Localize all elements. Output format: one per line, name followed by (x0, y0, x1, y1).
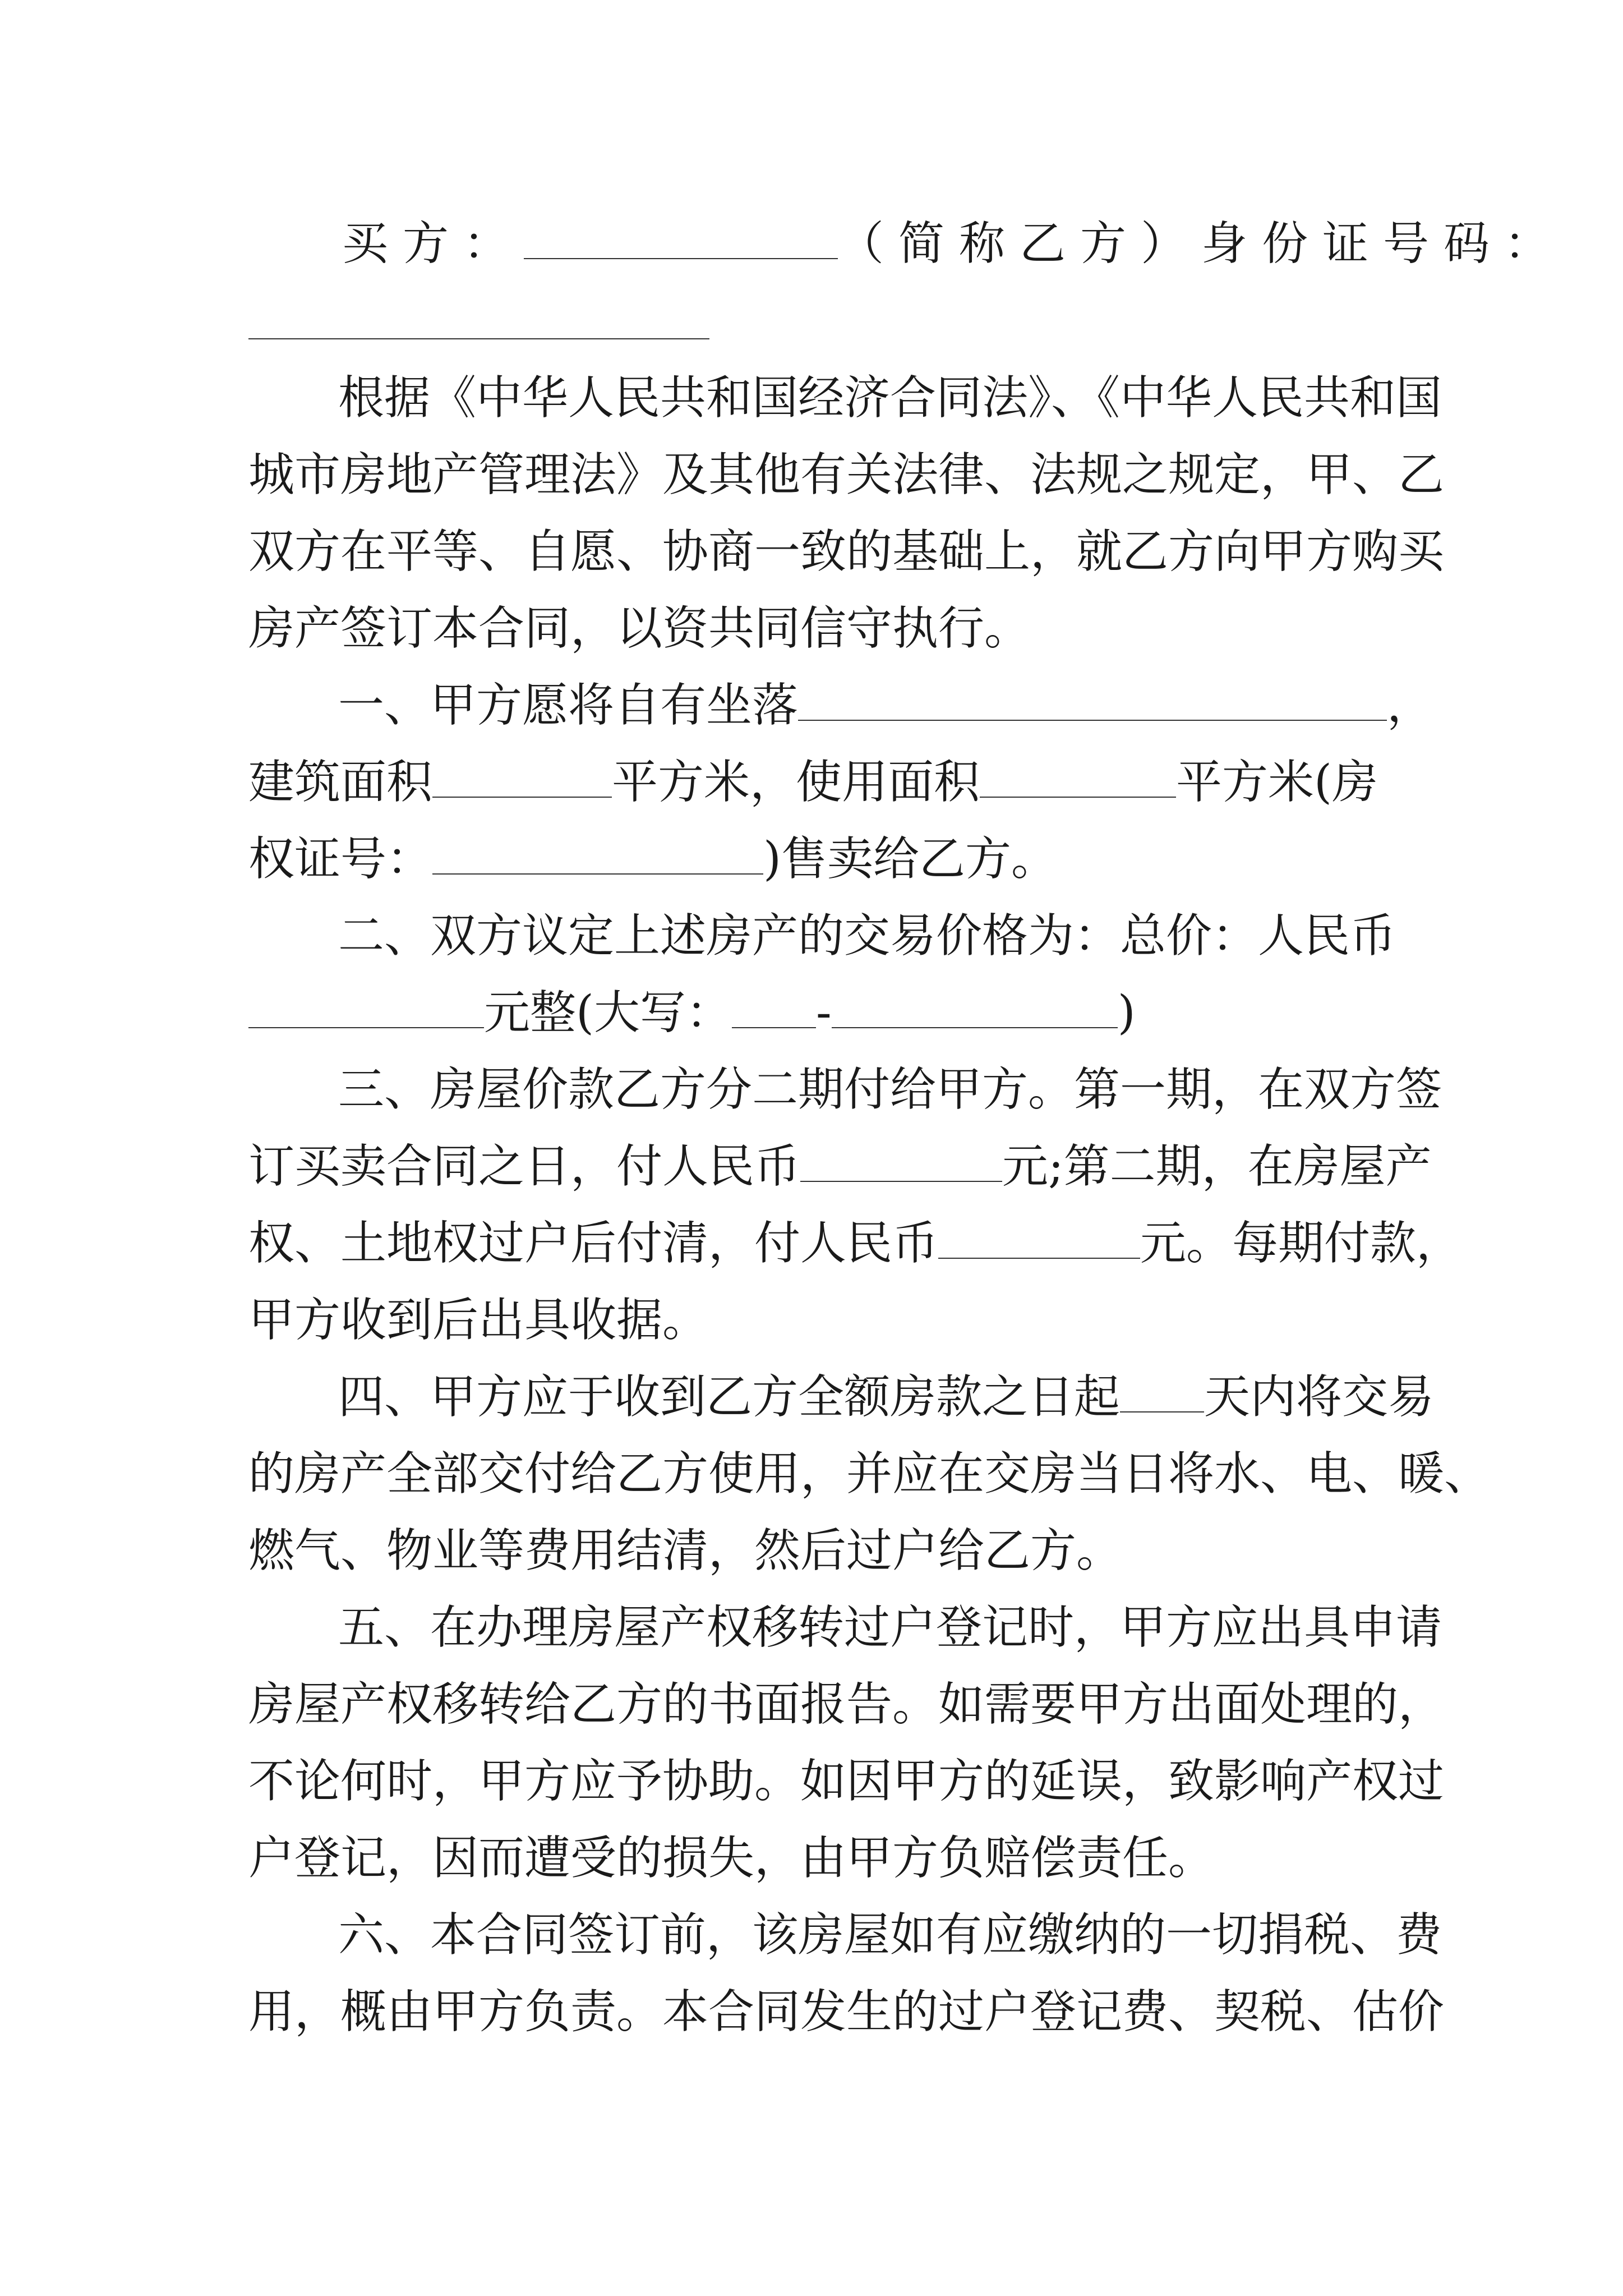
buyer-suffix: （简称乙方）身份证号码： (838, 217, 1565, 270)
clause4-line-1 (338, 1369, 1434, 1425)
clause3-text-a: 订买卖合同之日，付人民币 (248, 1140, 801, 1193)
clause4-line-3: 燃气、物业等费用结清，然后过户给乙方。 (248, 1524, 1123, 1577)
clause2-line-2 (248, 985, 1136, 1041)
clause3-line-1: 三、房屋价款乙方分二期付给甲方。第一期，在双方签 (338, 1063, 1442, 1116)
price-number-blank[interactable] (248, 988, 484, 1028)
buyer-name-blank[interactable] (524, 219, 838, 259)
intro-line-3: 双方在平等、自愿、协商一致的基础上，就乙方向甲方购买 (248, 525, 1445, 578)
clause1-text-c: 建筑面积 (248, 756, 433, 809)
clause1-line-2 (248, 754, 1378, 811)
clause3-text-c: 权、土地权过户后付清，付人民币 (248, 1217, 939, 1270)
clause2-dash: - (816, 986, 832, 1039)
price-words-blank-2[interactable] (832, 988, 1118, 1028)
building-area-blank[interactable] (432, 757, 612, 798)
price-words-blank-1[interactable] (732, 988, 816, 1028)
clause3-line-4: 甲方收到后出具收据。 (248, 1294, 709, 1347)
clause1-text-f: 权证号： (248, 832, 433, 886)
clause5-line-4: 户登记，因而遭受的损失，由甲方负赔偿责任。 (248, 1832, 1215, 1885)
clause2-line-1: 二、双方议定上述房产的交易价格为：总价：人民币 (338, 909, 1396, 963)
clause1-text-g: )售卖给乙方。 (763, 832, 1058, 886)
clause6-line-1: 六、本合同签订前，该房屋如有应缴纳的一切捐税、费 (338, 1908, 1442, 1962)
clause2-text-b: ) (1117, 986, 1136, 1039)
intro-line-1: 根据《中华人民共和国经济合同法》、《中华人民共和国 (338, 371, 1442, 425)
clause1-text-d: 平方米，使用面积 (612, 756, 980, 809)
clause4-line-2: 的房产全部交付给乙方使用，并应在交房当日将水、电、暖、 (248, 1447, 1491, 1501)
location-blank[interactable] (798, 680, 1387, 721)
clause4-text-a: 四、甲方应于收到乙方全额房款之日起 (338, 1370, 1121, 1424)
usable-area-blank[interactable] (980, 757, 1176, 798)
id-number-blank[interactable] (248, 338, 709, 339)
clause1-line-3 (248, 831, 1057, 887)
clause3-text-d: 元。每期付款， (1140, 1217, 1463, 1270)
clause5-line-3: 不论何时，甲方应予协助。如因甲方的延误，致影响产权过 (248, 1755, 1445, 1808)
clause6-line-2: 用，概由甲方负责。本合同发生的过户登记费、契税、估价 (248, 1985, 1445, 2039)
certificate-number-blank[interactable] (432, 834, 763, 875)
clause1-text-a: 一、甲方愿将自有坐落 (338, 679, 799, 732)
clause4-text-b: 天内将交易 (1204, 1370, 1435, 1424)
first-payment-blank[interactable] (800, 1142, 1002, 1182)
second-payment-blank[interactable] (938, 1218, 1140, 1259)
buyer-line (342, 216, 1565, 272)
clause5-line-1: 五、在办理房屋产权移转过户登记时，甲方应出具申请 (338, 1601, 1442, 1654)
clause3-line-3 (248, 1216, 1462, 1272)
clause1-line-1 (338, 678, 1433, 734)
buyer-label: 买方： (342, 217, 524, 270)
delivery-days-blank[interactable] (1120, 1372, 1204, 1412)
clause1-text-b: ， (1387, 679, 1433, 732)
clause3-line-2 (248, 1139, 1432, 1195)
clause1-text-e: 平方米(房 (1176, 756, 1378, 809)
clause5-line-2: 房屋产权移转给乙方的书面报告。如需要甲方出面处理的， (248, 1678, 1445, 1731)
clause2-text-a: 元整(大写： (484, 986, 732, 1039)
clause3-text-b: 元;第二期，在房屋产 (1002, 1140, 1432, 1193)
intro-line-2: 城市房地产管理法》及其他有关法律、法规之规定，甲、乙 (248, 448, 1445, 501)
intro-line-4: 房产签订本合同，以资共同信守执行。 (248, 602, 1031, 655)
